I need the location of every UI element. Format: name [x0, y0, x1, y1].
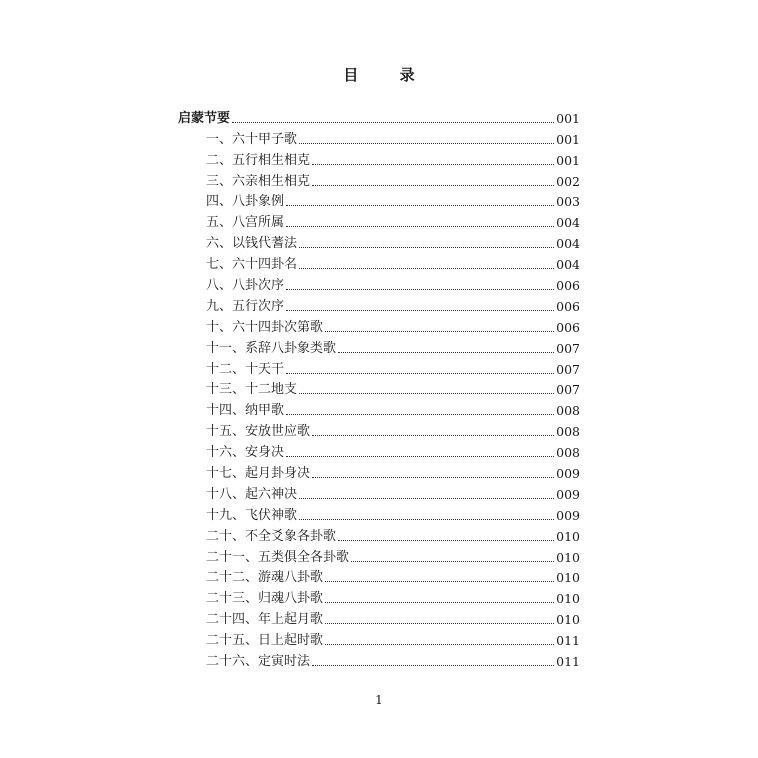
toc-entry[interactable]	[178, 545, 580, 566]
toc-entry[interactable]	[178, 357, 580, 378]
toc-entry-page: 008	[556, 445, 580, 461]
toc-entry-page: 002	[556, 173, 580, 189]
toc-entry[interactable]	[178, 273, 580, 294]
toc-entry-title: 五、八宫所属	[206, 215, 285, 231]
toc-entry-page: 001	[556, 131, 580, 147]
toc-entry-title: 四、八卦象例	[206, 194, 285, 210]
toc-dot-leader	[325, 330, 554, 332]
toc-entry-title: 十、六十四卦次第歌	[206, 319, 324, 335]
toc-entry[interactable]	[178, 649, 580, 670]
toc-dot-leader	[312, 664, 554, 666]
toc-dot-leader	[286, 413, 554, 415]
toc-entry[interactable]	[178, 252, 580, 273]
toc-entry-title: 十六、安身决	[206, 445, 285, 461]
toc-entry-title: 二十六、定寅时法	[206, 654, 311, 670]
toc-dot-leader	[351, 560, 554, 562]
toc-entry-page: 011	[556, 654, 580, 670]
toc-entry-title: 九、五行次序	[206, 298, 285, 314]
page-title: 目 录	[343, 66, 433, 84]
toc-entry[interactable]	[178, 524, 580, 545]
toc-entry[interactable]	[178, 106, 580, 127]
toc-entry[interactable]	[178, 169, 580, 190]
toc-entry-page: 008	[556, 403, 580, 419]
toc-entry-page: 007	[556, 382, 580, 398]
toc-entry-page: 010	[556, 591, 580, 607]
toc-entry[interactable]	[178, 336, 580, 357]
toc-dot-leader	[312, 184, 554, 186]
toc-dot-leader	[312, 476, 554, 478]
toc-dot-leader	[286, 288, 554, 290]
toc-entry-page: 010	[556, 570, 580, 586]
toc-entry-title: 二十二、游魂八卦歌	[206, 570, 324, 586]
toc-dot-leader	[299, 392, 554, 394]
toc-entry[interactable]	[178, 378, 580, 399]
toc-entry-page: 006	[556, 319, 580, 335]
toc-entry-title: 二十四、年上起月歌	[206, 612, 324, 628]
toc-dot-leader	[312, 434, 554, 436]
page-number: 1	[375, 693, 383, 707]
toc-entry-page: 010	[556, 612, 580, 628]
toc-entry-title: 一、六十甲子歌	[206, 131, 298, 147]
toc-dot-leader	[286, 204, 554, 206]
toc-entry[interactable]	[178, 190, 580, 211]
toc-entry-title: 二十一、五类俱全各卦歌	[206, 549, 350, 565]
toc-entry-page: 010	[556, 549, 580, 565]
toc-dot-leader	[299, 497, 554, 499]
toc-entry[interactable]	[178, 628, 580, 649]
toc-entry-page: 009	[556, 507, 580, 523]
toc-entry-title: 六、以钱代蓍法	[206, 236, 298, 252]
table-of-contents	[178, 106, 580, 670]
toc-entry-title: 十八、起六神决	[206, 486, 298, 502]
toc-dot-leader	[286, 225, 554, 227]
toc-entry-title: 启蒙节要	[178, 110, 231, 126]
toc-dot-leader	[325, 643, 554, 645]
toc-entry-title: 三、六亲相生相克	[206, 173, 311, 189]
toc-dot-leader	[338, 351, 554, 353]
toc-dot-leader	[312, 163, 554, 165]
toc-entry-page: 011	[556, 633, 580, 649]
toc-entry-title: 十一、系辞八卦象类歌	[206, 340, 337, 356]
toc-dot-leader	[286, 309, 554, 311]
toc-entry-page: 001	[556, 110, 580, 126]
toc-entry-title: 二十、不全爻象各卦歌	[206, 528, 337, 544]
toc-dot-leader	[299, 267, 554, 269]
toc-entry[interactable]	[178, 148, 580, 169]
toc-entry[interactable]	[178, 607, 580, 628]
toc-dot-leader	[286, 455, 554, 457]
toc-dot-leader	[325, 622, 554, 624]
toc-entry-page: 009	[556, 486, 580, 502]
toc-entry-title: 十四、纳甲歌	[206, 403, 285, 419]
toc-entry[interactable]	[178, 294, 580, 315]
toc-entry-page: 007	[556, 340, 580, 356]
toc-entry-page: 010	[556, 528, 580, 544]
toc-entry[interactable]	[178, 210, 580, 231]
toc-entry-title: 十九、飞伏神歌	[206, 507, 298, 523]
toc-entry[interactable]	[178, 315, 580, 336]
toc-entry-title: 七、六十四卦名	[206, 257, 298, 273]
toc-dot-leader	[338, 539, 554, 541]
toc-entry[interactable]	[178, 503, 580, 524]
toc-entry-title: 二十五、日上起时歌	[206, 633, 324, 649]
toc-dot-leader	[325, 601, 554, 603]
toc-entry-page: 007	[556, 361, 580, 377]
toc-entry-title: 二、五行相生相克	[206, 152, 311, 168]
toc-dot-leader	[325, 580, 554, 582]
toc-entry[interactable]	[178, 461, 580, 482]
toc-entry-title: 十三、十二地支	[206, 382, 298, 398]
toc-dot-leader	[286, 372, 554, 374]
toc-entry-page: 006	[556, 298, 580, 314]
toc-entry[interactable]	[178, 586, 580, 607]
toc-entry-title: 十七、起月卦身决	[206, 466, 311, 482]
toc-entry-title: 十二、十天干	[206, 361, 285, 377]
toc-entry-page: 003	[556, 194, 580, 210]
toc-entry-page: 001	[556, 152, 580, 168]
toc-entry-page: 006	[556, 278, 580, 294]
toc-entry[interactable]	[178, 398, 580, 419]
toc-entry[interactable]	[178, 231, 580, 252]
toc-entry-title: 十五、安放世应歌	[206, 424, 311, 440]
toc-entry[interactable]	[178, 482, 580, 503]
toc-entry-page: 004	[556, 215, 580, 231]
toc-entry-page: 004	[556, 257, 580, 273]
toc-dot-leader	[299, 518, 554, 520]
toc-entry-title: 二十三、归魂八卦歌	[206, 591, 324, 607]
toc-dot-leader	[299, 246, 554, 248]
toc-entry-page: 008	[556, 424, 580, 440]
toc-entry[interactable]	[178, 127, 580, 148]
toc-entry[interactable]	[178, 419, 580, 440]
toc-entry[interactable]	[178, 440, 580, 461]
toc-entry-page: 004	[556, 236, 580, 252]
toc-entry-page: 009	[556, 466, 580, 482]
toc-dot-leader	[299, 142, 554, 144]
toc-dot-leader	[232, 121, 554, 123]
toc-entry-title: 八、八卦次序	[206, 278, 285, 294]
toc-entry[interactable]	[178, 566, 580, 587]
